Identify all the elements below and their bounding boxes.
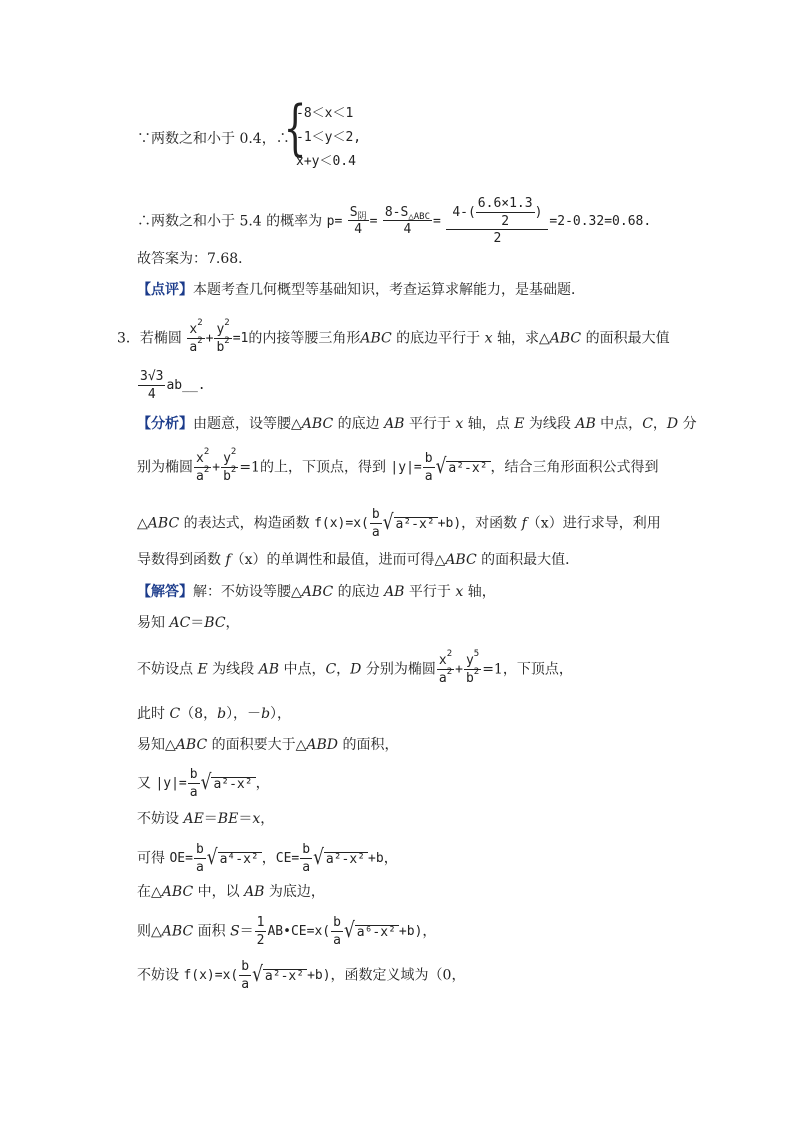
- condition-line: [137, 132, 290, 146]
- answer-value: $\frac{3√3}{4}$ ab__.: [140, 369, 206, 402]
- solution-line-5: 易知△ABC 的面积要大于△ABD 的面积，: [137, 737, 399, 753]
- probability-result: =2-0.32=0.68.: [549, 213, 652, 229]
- solution-line-9: 在△ABC 中，以 AB 为底边，: [137, 884, 325, 900]
- inequality-3: x+y＜0.4: [296, 154, 356, 169]
- fraction-s-shaded: $\frac{S_阴}{4}$: [349, 204, 367, 238]
- analysis-tag: 【分析】: [137, 416, 193, 432]
- solution-line-2: 易知 AC＝BC，: [137, 615, 240, 631]
- ellipse-y-term: $\frac{y^2}{b^2}$: [216, 318, 230, 355]
- analysis-line-1: 【分析】由题意，设等腰△ABC 的底边 AB 平行于 x 轴，点 E 为线段 AB 中点，C，D 分: [137, 416, 697, 432]
- solution-tag: 【解答】: [137, 584, 193, 600]
- inequality-1: -8＜x＜1: [296, 106, 354, 121]
- solution-line-4: 此时 C（8，b），－b），: [137, 706, 292, 722]
- solution-line-6: 又 |y|= $\frac{b}{a}$ √ a²-x² ，: [137, 767, 270, 800]
- solution-line-11: 不妨设 f(x)=x( $\frac{b}{a}$ √ a²-x² +b)，函数定义域为（0，: [137, 959, 466, 992]
- solution-line-10: 则△ABC 面积 S＝ $\frac{1}{2}$ AB•CE=x( $\frac{b}{a}$ √ a⁶-x² +b)，: [137, 915, 437, 948]
- solution-line-8: 可得 OE= $\frac{b}{a}$ √ a⁴-x² ，CE= $\frac{b}{a}$ √ a²-x² +b，: [137, 842, 398, 875]
- question-3: 3．若椭圆 $\frac{x^2}{a^2}$ + $\frac{y^2}{b^2}$ =1的内接等腰三角形ABC 的底边平行于 x 轴，求△ABC 的面积最大值: [117, 318, 670, 355]
- ellipse-x-term: $\frac{x^2}{a^2}$: [189, 318, 203, 355]
- comment-line: 【点评】本题考查几何概型等基础知识，考查运算求解能力，是基础题．: [137, 282, 585, 298]
- solution-line-1: 【解答】解：不妨设等腰△ABC 的底边 AB 平行于 x 轴，: [137, 584, 496, 600]
- solution-line-3: 不妨设点 E 为线段 AB 中点，C，D 分别为椭圆 $\frac{x^2}{a^2}$ + $\frac{y^5}{b^2}$ =1，下顶点，: [137, 649, 573, 686]
- analysis-line-4: 导数得到函数 f（x）的单调性和最值，进而可得△ABC 的面积最大值．: [137, 552, 580, 568]
- comment-tag: 【点评】: [137, 282, 193, 298]
- analysis-line-3: △ABC 的表达式，构造函数 f(x)=x( $\frac{b}{a}$ √ a²-x² +b)，对函数 f（x）进行求导，利用: [137, 507, 661, 540]
- condition-text: ∵两数之和小于 0.4，∴: [137, 131, 290, 147]
- inequality-2: -1＜y＜2,: [296, 130, 362, 145]
- answer-line: 故答案为：7.68．: [137, 251, 253, 267]
- left-brace: {: [283, 93, 307, 163]
- fraction-big: 4-( $\frac{6.6\times 1.3}{2}$ ) 2: [446, 197, 548, 246]
- probability-line: ∴两数之和小于 5.4 的概率为 p= $\frac{S_阴}{4}$ = $\frac{8-S_{\triangle ABC}}{4}$ = 4-( $\frac{6.6\times 1.3}{2}$ ) 2 =2-0.32=0.68.: [137, 196, 652, 247]
- analysis-line-2: 别为椭圆 $\frac{x^2}{a^2}$ + $\frac{y^2}{b^2}$ =1的上，下顶点，得到 |y|= $\frac{b}{a}$ √ a²-x² ，结合三角形面积公式得到: [137, 447, 659, 484]
- question-number: 3．: [117, 330, 140, 347]
- inequality-system: [296, 102, 361, 174]
- probability-text: ∴两数之和小于 5.4 的概率为: [137, 213, 327, 230]
- fraction-8-minus-s: $\frac{8-S_{\triangle ABC}}{4}$: [384, 204, 431, 238]
- solution-line-7: 不妨设 AE＝BE＝x，: [137, 811, 275, 827]
